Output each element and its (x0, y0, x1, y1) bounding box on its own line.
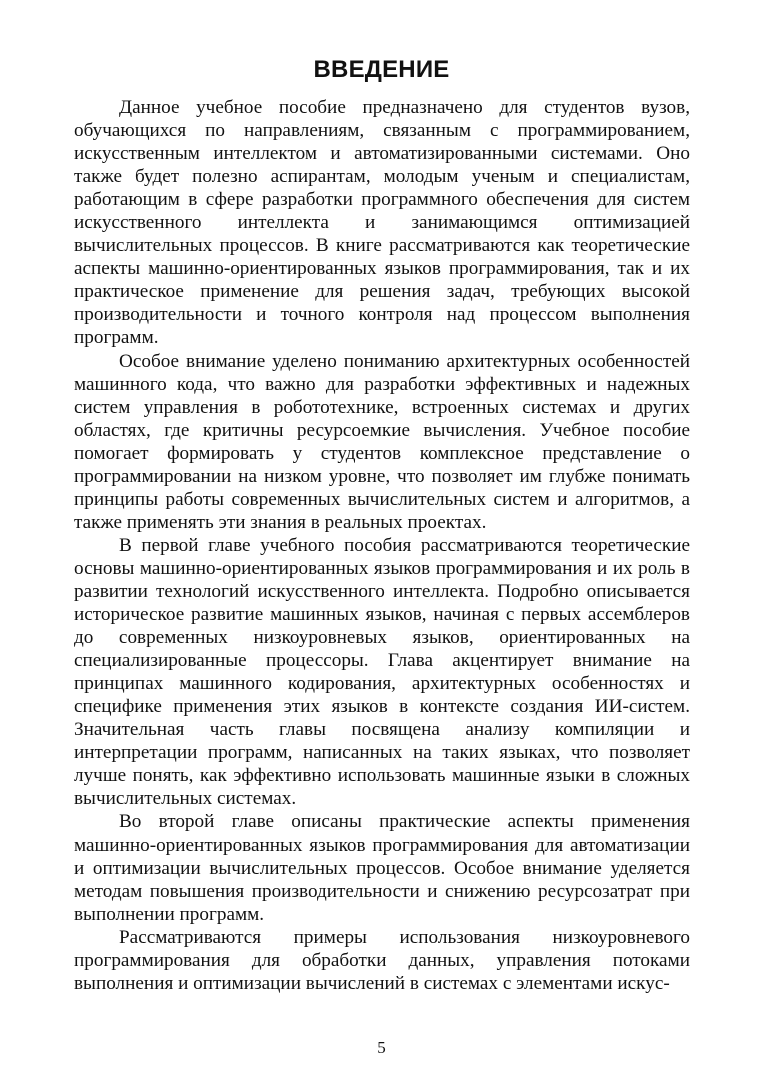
body-text (74, 96, 690, 995)
page-number: 5 (377, 1038, 386, 1057)
paragraph: Во второй главе описаны практические аспекты применения машинно-ориентированных языков программирования для автоматизации и оптимизации вычислительных процессов. Особое внимание уделяется методам повышения производительности и снижению ресурсозатрат при выполнении программ. (74, 811, 690, 925)
paragraph: Рассматриваются примеры использования низкоуровневого программирования для обработки данных, управления потоками выполнения и оптимизации вычислений в системах с элементами искус- (74, 926, 690, 994)
paragraph: Особое внимание уделено пониманию архитектурных особенностей машинного кода, что важно для разработки эффективных и надежных систем управления в робототехнике, встроенных системах и других областях, где критичны ресурсоемкие вычисления. Учебное пособие помогает формировать у студентов комплексное представление о программировании на низком уровне, что позволяет им глубже понимать принципы работы современных вычислительных систем и алгоритмов, а также применять эти знания в реальных проектах. (74, 350, 690, 533)
paragraph: Данное учебное пособие предназначено для студентов вузов, обучающихся по направлениям, связанным с программированием, искусственным интеллектом и автоматизированными системами. Оно также будет полезно аспирантам, молодым ученым и специалистам, работающим в сфере разработки программного обеспечения для систем искусственного интеллекта и занимающимся оптимизацией вычислительных процессов. В книге рассматриваются как теоретические аспекты машинно-ориентированных языков программирования, так и их практическое применение для решения задач, требующих высокой производительности и точного контроля над процессом выполнения программ. (74, 97, 690, 349)
paragraph: В первой главе учебного пособия рассматриваются теоретические основы машинно-ориентированных языков программирования и их роль в развитии технологий искусственного интеллекта. Подробно описывается историческое развитие машинных языков, начиная с первых ассемблеров до современных низкоуровневых языков, ориентированных на специализированные процессоры. Глава акцентирует внимание на принципах машинного кодирования, архитектурных особенностях и специфике применения этих языков в контексте создания ИИ-систем. Значительная часть главы посвящена анализу компиляции и интерпретации программ, написанных на таких языках, что позволяет лучше понять, как эффективно использовать машинные языки в сложных вычислительных системах. (74, 534, 690, 810)
page-title: ВВЕДЕНИЕ (313, 56, 450, 83)
